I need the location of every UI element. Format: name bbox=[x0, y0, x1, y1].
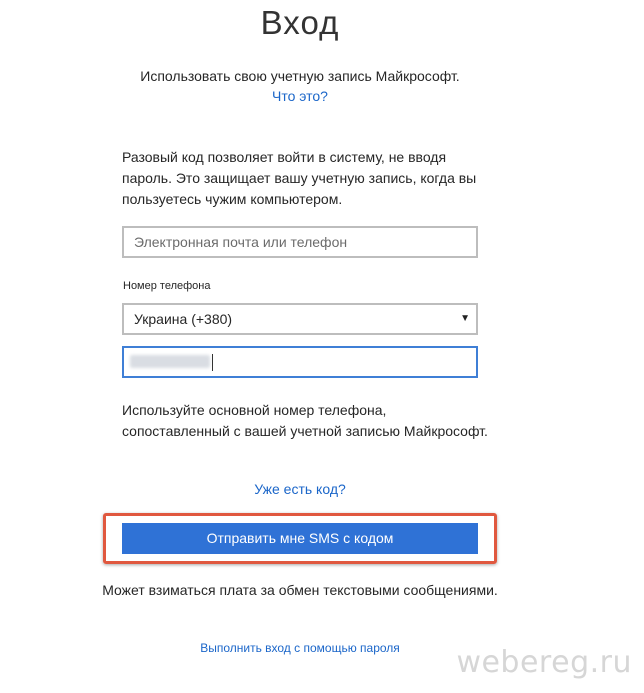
what-is-this-link[interactable]: Что это? bbox=[272, 88, 328, 104]
phone-number-label: Номер телефона bbox=[123, 280, 211, 292]
sms-fee-note: Может взиматься плата за обмен текстовыми сообщениями. bbox=[102, 582, 498, 598]
country-code-select[interactable] bbox=[122, 303, 478, 335]
sign-in-with-password-link[interactable]: Выполнить вход с помощью пароля bbox=[200, 641, 400, 655]
account-subtitle: Использовать свою учетную запись Майкрософт. bbox=[140, 68, 460, 84]
phone-hint-text: Используйте основной номер телефона, сопоставленный с вашей учетной записью Майкрософт. bbox=[122, 402, 488, 439]
phone-number-input[interactable] bbox=[122, 346, 478, 378]
already-have-code-link[interactable]: Уже есть код? bbox=[254, 481, 346, 497]
text-cursor bbox=[212, 354, 213, 371]
email-or-phone-input[interactable] bbox=[122, 226, 478, 258]
site-watermark: webereg.ru bbox=[456, 645, 632, 680]
page-title: Вход bbox=[260, 4, 340, 41]
send-sms-code-button[interactable]: Отправить мне SMS с кодом bbox=[122, 523, 478, 554]
dropdown-arrow-icon: ▼ bbox=[460, 313, 470, 324]
one-time-code-description: Разовый код позволяет войти в систему, не вводя пароль. Это защищает вашу учетную запись, когда вы пользуетесь чужим компьютером. bbox=[122, 149, 477, 207]
country-selected-value: Украина (+380) bbox=[134, 311, 233, 327]
blurred-phone-value bbox=[130, 355, 210, 368]
